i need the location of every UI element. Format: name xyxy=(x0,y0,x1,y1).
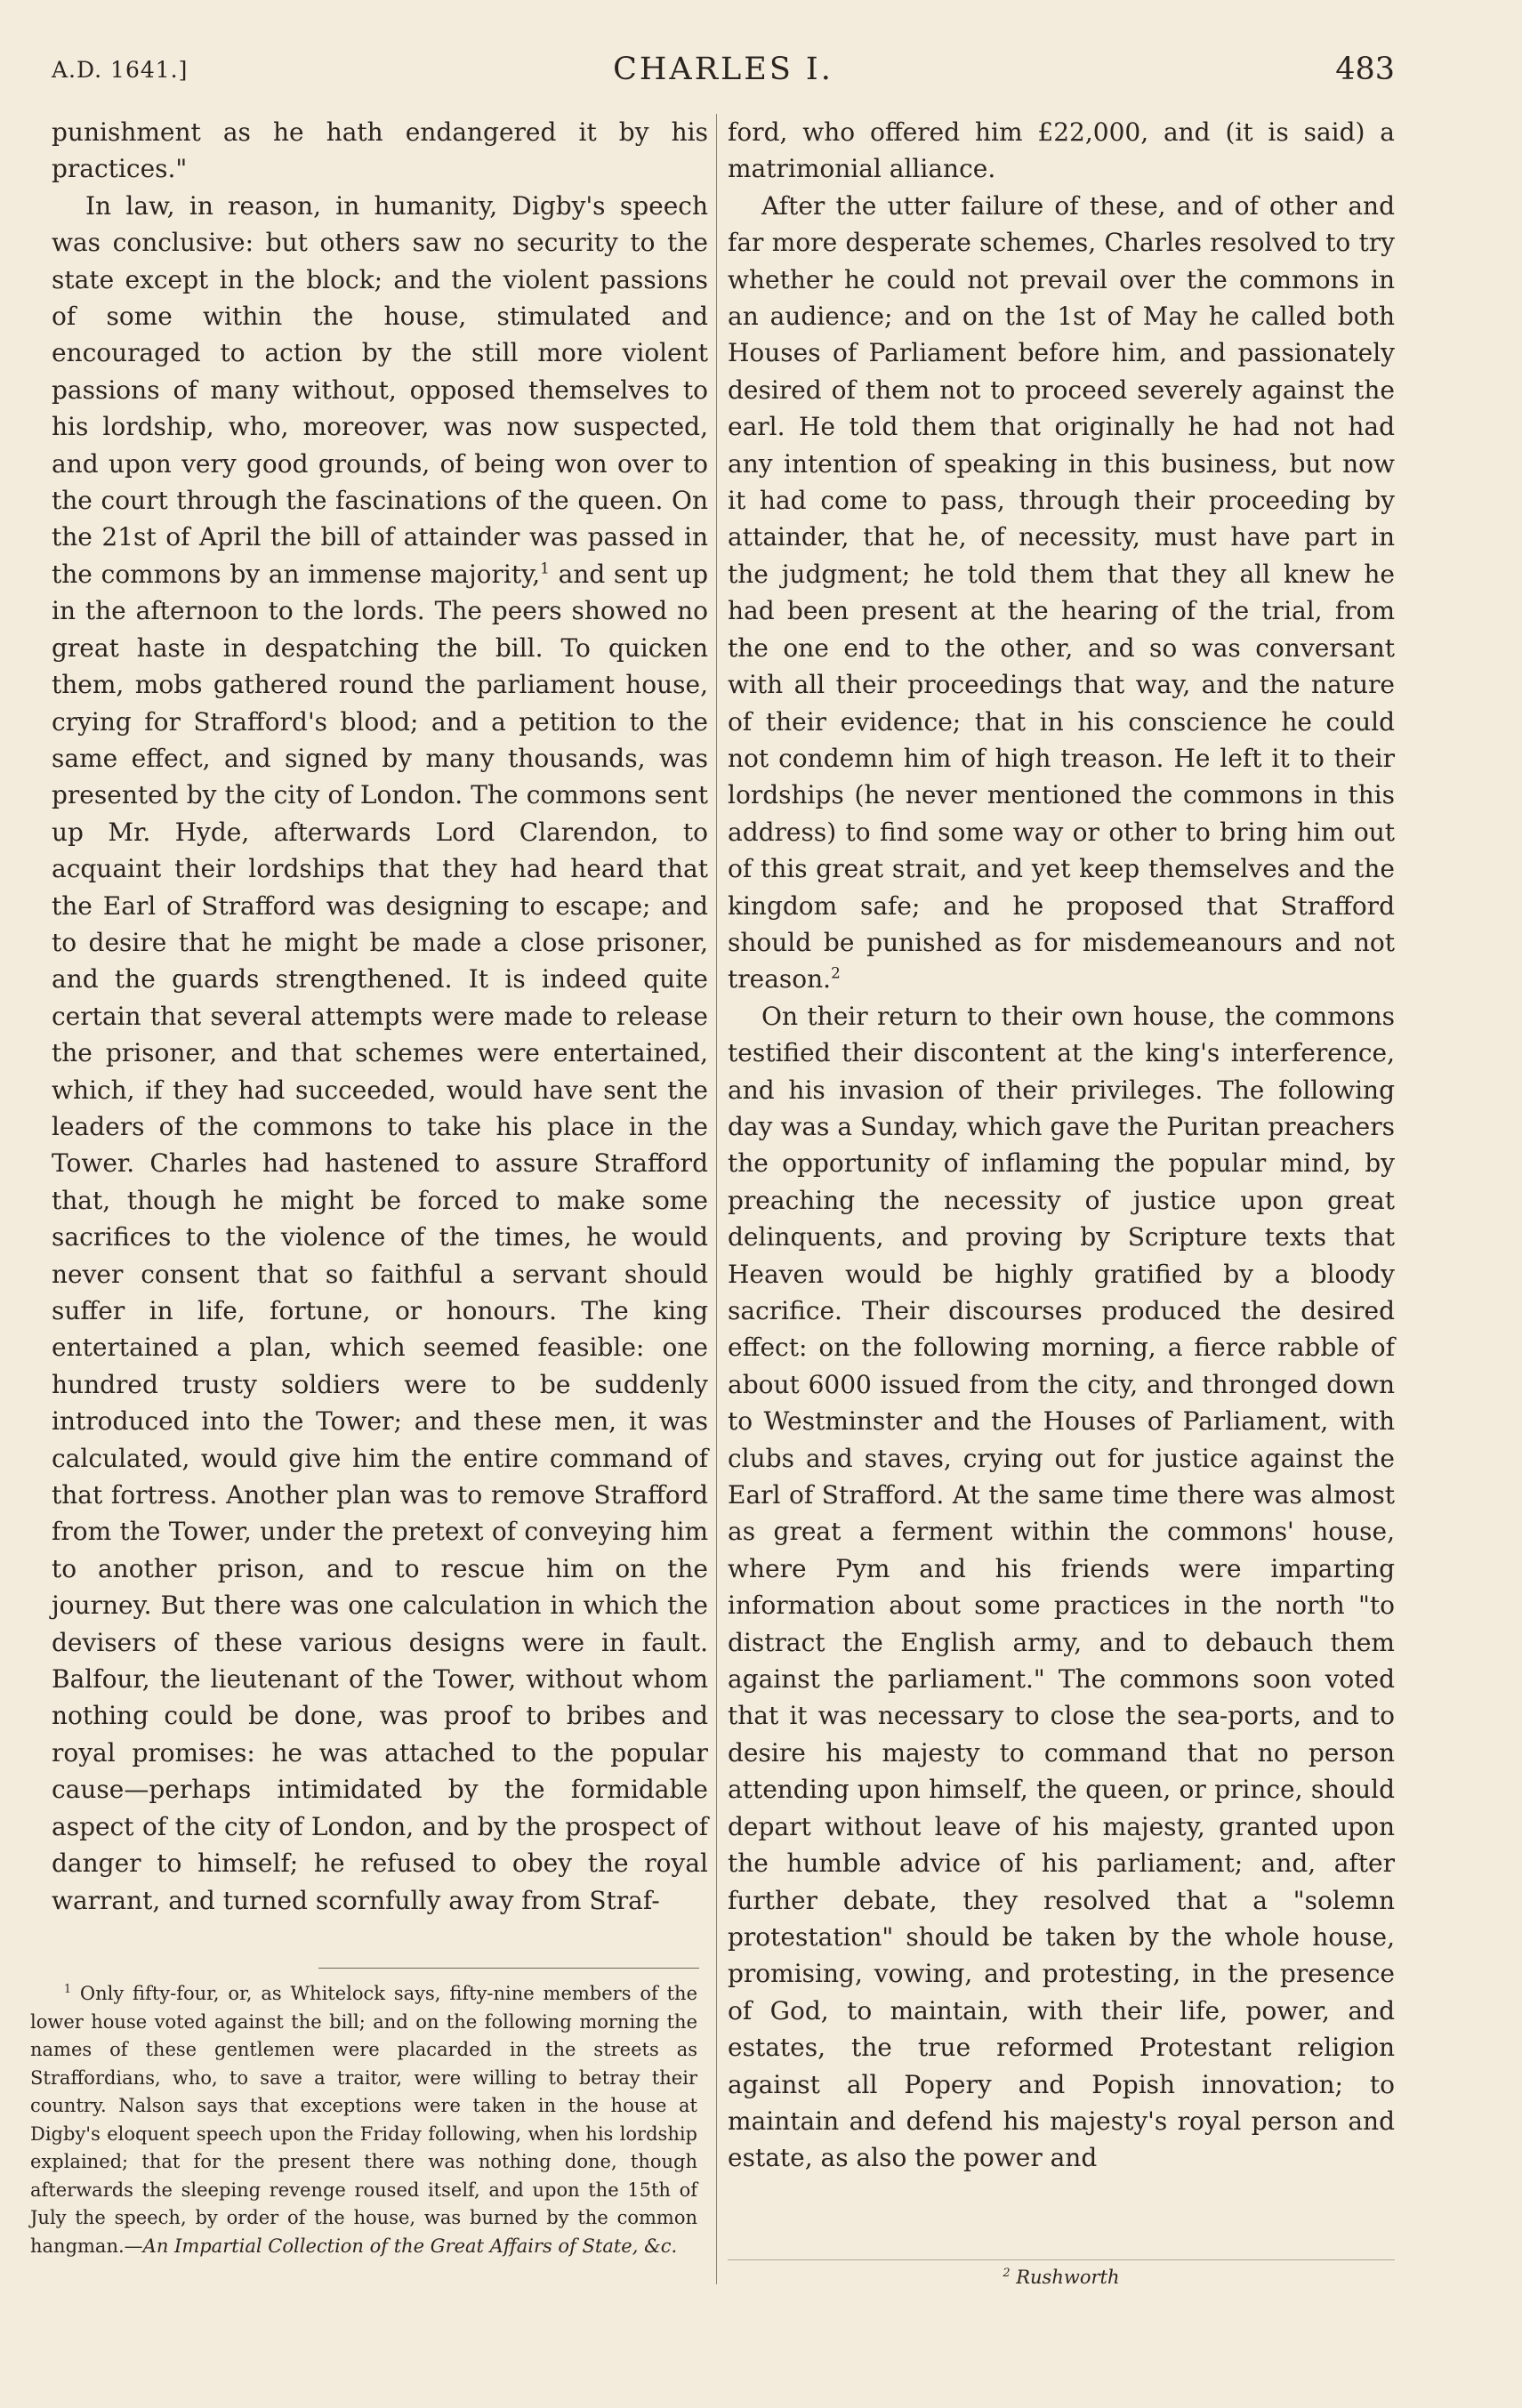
footnote-2 xyxy=(728,2267,1395,2288)
footnote-marker: 2 xyxy=(831,964,841,983)
footnote-number: 2 xyxy=(1003,2266,1011,2279)
paragraph xyxy=(728,188,1395,998)
paragraph-text: In law, in reason, in humanity, Digby's speech was conclusive: but others saw no security to the state except in the block; and the violent passions of some within the house, stimulated and encouraged to action by the still more violent passions of many without, opposed themselves to his lordship, who, moreover, was now suspected, and upon very good grounds, of being won over to the court through the fascinations of the queen. On the 21st of April the bill of attainder was passed in the commons by an immense majority, xyxy=(52,190,708,589)
paragraph-text: punishment as he hath endangered it by his practices." xyxy=(52,117,708,184)
footnote-number: 1 xyxy=(64,1982,72,1995)
footnote-1 xyxy=(30,1980,697,2260)
paragraph xyxy=(52,114,708,188)
footnote-text: Only fifty-four, or, as Whitelock says, fifty-nine members of the lower house voted against the bill; and on the following morning the names of these gentlemen were placarded in the streets as Straffordians, who, to save a traitor, were willing to betray their country. Nalson says that exceptions were taken in the house at Digby's eloquent speech upon the Friday following, when his lordship explained; that for the present there was nothing done, though afterwards the sleeping revenge roused itself, and upon the 15th of July the speech, by order of the house, was burned by the common hangman.— xyxy=(30,1983,697,2257)
column-divider xyxy=(716,114,717,2284)
footnote-text: Rushworth xyxy=(1010,2267,1120,2288)
header-date: A.D. 1641.] xyxy=(52,57,189,83)
footnote-source: An Impartial Collection of the Great Affairs of State, &c. xyxy=(142,2235,678,2257)
footnote-rule xyxy=(318,1968,699,1969)
paragraph xyxy=(728,114,1395,188)
right-column xyxy=(728,114,1395,2177)
paragraph-text: After the utter failure of these, and of other and far more desperate schemes, Charles resolved to try whether he could not prevail over the commons in an audience; and on the 1st of May he called both Houses of Parliament before him, and passionately desired of them not to proceed severely against the earl. He told them that originally he had not had any intention of speaking in this business, but now it had come to pass, through their proceeding by attainder, that he, of necessity, must have part in the judgment; he told them that they all knew he had been present at the hearing of the trial, from the one end to the other, and so was conversant with all their proceedings that way, and the nature of their evidence; that in his conscience he could not condemn him of high treason. He left it to their lordships (he never mentioned the commons in this address) to find some way or other to bring him out of this great strait, and yet keep themselves and the kingdom safe; and he proposed that Strafford should be punished as for misdemeanours and not treason. xyxy=(728,190,1395,995)
paragraph-text: ford, who offered him £22,000, and (it is said) a matrimonial alliance. xyxy=(728,117,1395,184)
page-number: 483 xyxy=(1335,52,1395,87)
running-header xyxy=(52,52,1395,87)
paragraph xyxy=(728,998,1395,2177)
paragraph xyxy=(52,188,708,1919)
footnote-marker: 1 xyxy=(540,559,550,577)
paragraph-text: and sent up in the afternoon to the lords. The peers showed no great haste in despatching the bill. To quicken them, mobs gathered round the parliament house, crying for Strafford's blood; and a petition to the same effect, and signed by many thousands, was presented by the city of London. The commons sent up Mr. Hyde, afterwards Lord Clarendon, to acquaint their lordships that they had heard that the Earl of Strafford was designing to escape; and to desire that he might be made a close prisoner, and the guards strengthened. It is indeed quite certain that several attempts were made to release the prisoner, and that schemes were entertained, which, if they had succeeded, would have sent the leaders of the commons to take his place in the Tower. Charles had hastened to assure Strafford that, though he might be forced to make some sacrifices to the violence of the times, he would never consent that so faithful a servant should suffer in life, fortune, or honours. The king entertained a plan, which seemed feasible: one hundred trusty soldiers were to be suddenly introduced into the Tower; and these men, it was calculated, would give him the entire command of that fortress. Another plan was to remove Strafford from the Tower, under the pretext of conveying him to another prison, and to rescue him on the journey. But there was one calculation in which the devisers of these various designs were in fault. Balfour, the lieutenant of the Tower, without whom nothing could be done, was proof to bribes and royal promises: he was attached to the popular cause—perhaps intimidated by the formidable aspect of the city of London, and by the prospect of danger to himself; he refused to obey the royal warrant, and turned scornfully away from Straf- xyxy=(52,559,708,1915)
header-title: CHARLES I. xyxy=(613,52,833,87)
left-column xyxy=(52,114,708,1919)
paragraph-text: On their return to their own house, the commons testified their discontent at the king's interference, and his invasion of their privileges. The following day was a Sunday, which gave the Puritan preachers the opportunity of inflaming the popular mind, by preaching the necessity of justice upon great delinquents, and proving by Scripture texts that Heaven would be highly gratified by a bloody sacrifice. Their discourses produced the desired effect: on the following morning, a fierce rabble of about 6000 issued from the city, and thronged down to Westminster and the Houses of Parliament, with clubs and staves, crying out for justice against the Earl of Strafford. At the same time there was almost as great a ferment within the commons' house, where Pym and his friends were imparting information about some practices in the north "to distract the English army, and to debauch them against the parliament." The commons soon voted that it was necessary to close the sea-ports, and to desire his majesty to command that no person attending upon himself, the queen, or prince, should depart without leave of his majesty, granted upon the humble advice of his parliament; and, after further debate, they resolved that a "solemn protestation" should be taken by the whole house, promising, vowing, and protesting, in the presence of God, to maintain, with their life, power, and estates, the true reformed Protestant religion against all Popery and Popish innovation; to maintain and defend his majesty's royal person and estate, as also the power and xyxy=(728,1001,1395,2173)
footnote-rule xyxy=(728,2259,1395,2260)
